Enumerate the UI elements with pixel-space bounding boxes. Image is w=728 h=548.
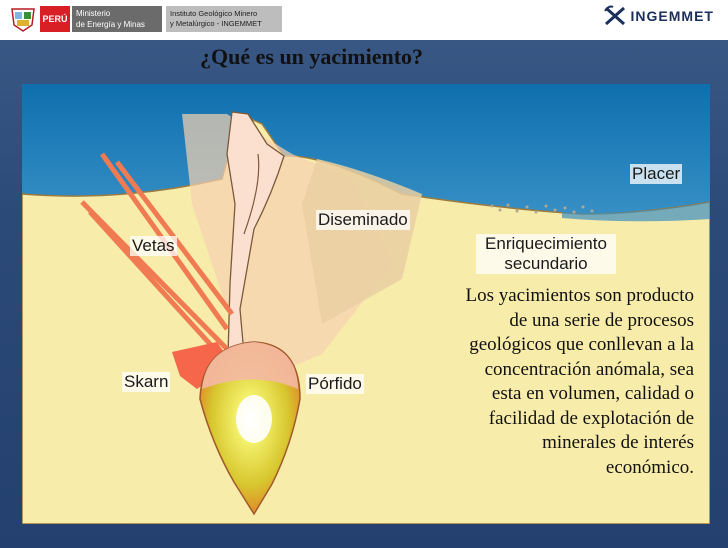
pickaxe-icon xyxy=(603,5,627,27)
caption-line: de una serie de procesos xyxy=(509,309,694,331)
caption-text xyxy=(384,284,694,480)
ministry-line-1: Ministerio xyxy=(76,9,111,18)
porphyry-core xyxy=(236,395,272,443)
caption-line: Los yacimientos son producto xyxy=(465,285,694,306)
header-bar xyxy=(0,0,728,40)
caption-line: geológicos que conllevan a la xyxy=(469,334,694,355)
label-placer: Placer xyxy=(632,164,681,183)
ministry-line-2: de Energía y Minas xyxy=(76,20,145,29)
caption-line: económico. xyxy=(605,456,694,478)
label-skarn: Skarn xyxy=(124,372,169,391)
label-porfido: Pórfido xyxy=(308,374,362,393)
caption-line: esta en volumen, calidad o xyxy=(491,383,694,404)
caption-line: concentración anómala, sea xyxy=(484,358,694,380)
institute-logo-text xyxy=(166,6,282,32)
institute-line-1: Instituto Geológico Minero xyxy=(170,9,258,18)
caption-line: minerales de interés xyxy=(542,432,694,453)
institute-line-2: y Metalúrgico - INGEMMET xyxy=(170,19,262,28)
label-vetas: Vetas xyxy=(132,236,175,255)
label-enriquecimiento-line-2: secundario xyxy=(504,254,588,273)
ingemmet-brand-text: INGEMMET xyxy=(630,8,714,24)
ministry-logo-text xyxy=(72,6,162,32)
caption-line: facilidad de explotación de xyxy=(488,407,694,429)
ingemmet-logo xyxy=(603,4,714,28)
label-enriquecimiento-line-1: Enriquecimiento xyxy=(485,234,607,253)
peru-label: PERÚ xyxy=(40,6,70,32)
label-diseminado: Diseminado xyxy=(318,210,408,229)
peru-coat-of-arms-icon xyxy=(8,5,38,33)
label-enriquecimiento xyxy=(476,234,616,274)
slide-title: ¿Qué es un yacimiento? xyxy=(200,44,424,69)
